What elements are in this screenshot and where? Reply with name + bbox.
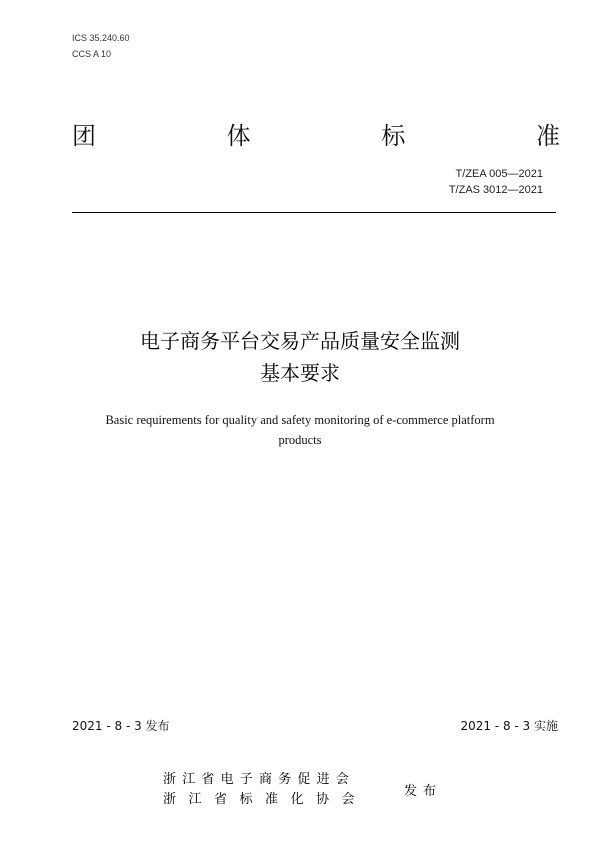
standard-category [72,116,560,150]
issue-label: 发布 [404,784,443,799]
issuer-ecommerce-association: 浙江省电子商务促进会 [163,772,356,787]
chinese-title-line-1: 电子商务平台交易产品质量安全监测 [140,329,460,353]
ccs-code: CCS A 10 [72,49,112,59]
standard-number-zas: T/ZAS 3012—2021 [448,184,543,196]
header-divider [72,212,556,213]
standard-number-zea: T/ZEA 005—2021 [455,168,543,180]
category-char: 标 [381,121,406,150]
category-char: 团 [72,121,96,150]
implementation-date: 2021 - 8 - 3 实施 [460,719,558,733]
classification-codes [72,30,130,62]
ics-code: ICS 35.240.60 [72,33,130,43]
issue-date: 2021 - 8 - 3 发布 [72,719,170,733]
standard-numbers [449,166,543,198]
category-char: 体 [226,121,251,150]
english-title-line-1: Basic requirements for quality and safety monitoring of e-commerce platform [105,413,495,427]
issuer-standardization-association: 浙江省标准化协会 [163,792,368,807]
english-title [60,410,540,450]
issuing-organizations [163,770,367,810]
chinese-title [0,325,600,389]
category-char: 准 [535,121,560,150]
english-title-line-2: products [278,433,322,447]
chinese-title-line-2: 基本要求 [260,361,340,385]
